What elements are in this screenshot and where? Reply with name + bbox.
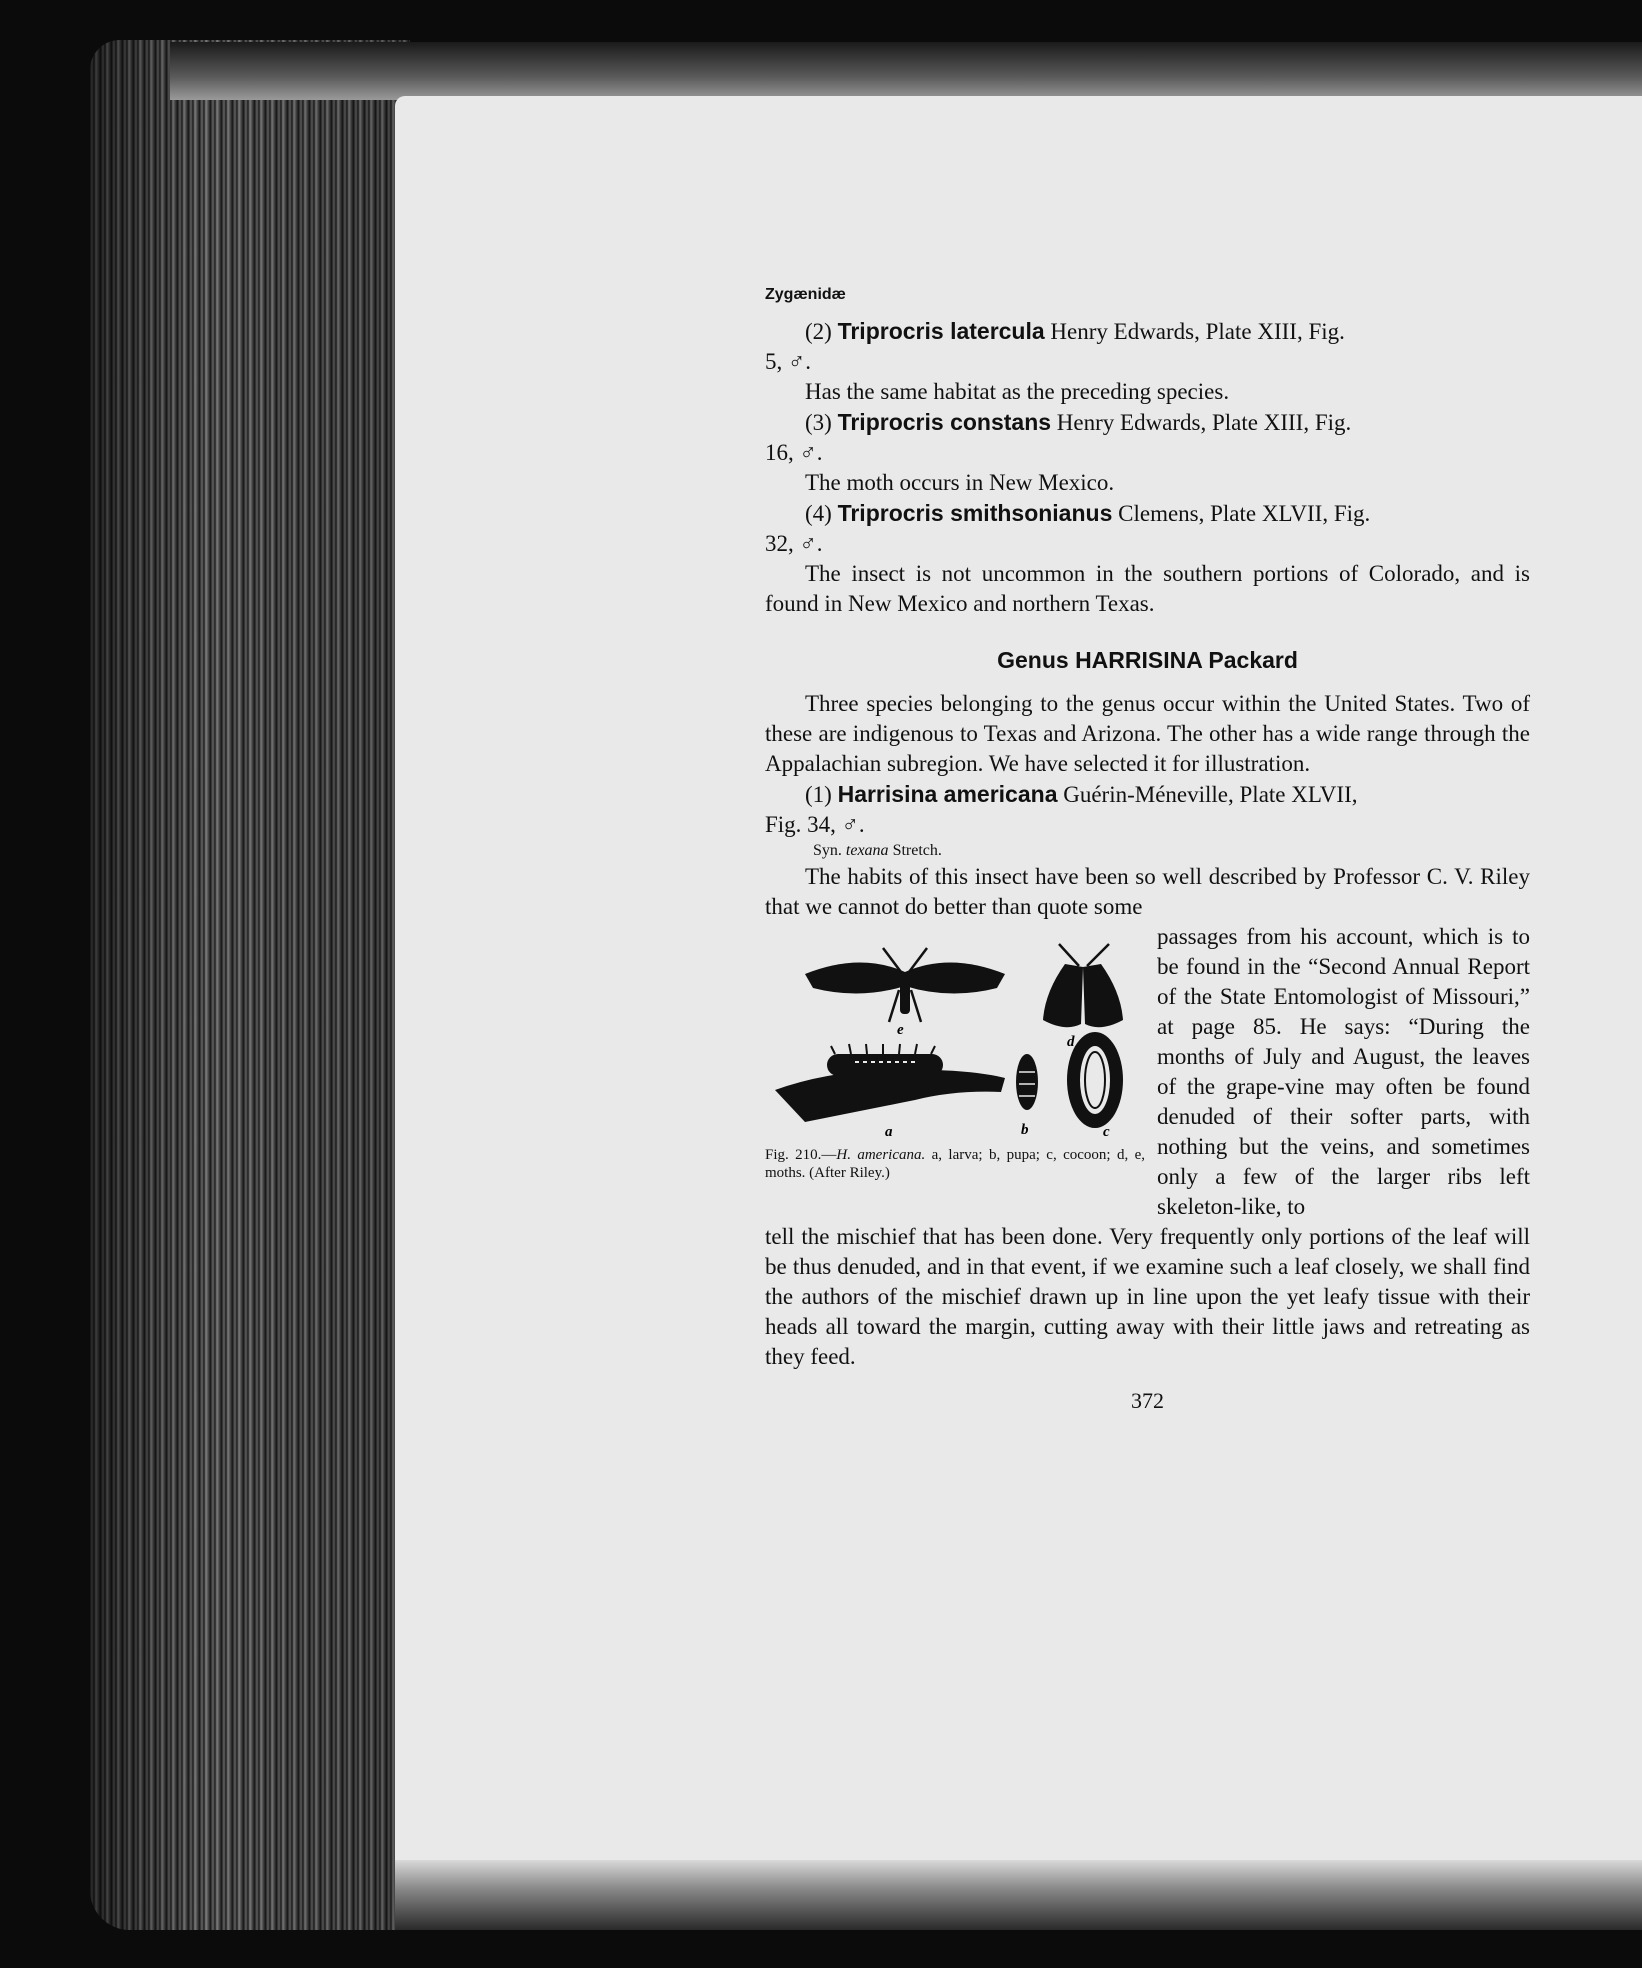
quote-continuation: tell the mischief that has been done. Very frequently only portions of the leaf will be thus denuded, and in that event, if we examine such a leaf closely, we shall find the authors of the mischief drawn up in line upon the yet leafy tissue with their heads all toward the margin, cutting away with their little jaws and retreating as they feed.: [765, 1224, 1530, 1369]
entry-fig: 32, ♂.: [765, 531, 823, 556]
species-name: Triprocris latercula: [837, 318, 1045, 344]
entry-fig: Fig. 34, ♂.: [765, 812, 865, 837]
wrapped-quote-text: passages from his account, which is to be found in the “Second Annual Report of the State Entomologist of Missouri,” at page 85. He says: “During the months of July and August, the leaves of the grape-vine may often be found denuded of their softer parts, with nothing but the veins, and sometimes only a few of the larger ribs left skeleton-like, to: [1157, 924, 1530, 1219]
page-number: 372: [1131, 1388, 1164, 1413]
synonym-name: texana: [845, 842, 889, 859]
entry-number: (2): [805, 319, 832, 344]
entry-number: (4): [805, 501, 832, 526]
label-d: d: [1067, 1034, 1075, 1050]
entry-fig: 5, ♂.: [765, 349, 811, 374]
larva-on-leaf-icon: [775, 1044, 1005, 1122]
entry-number: (1): [805, 782, 832, 807]
species-name: Harrisina americana: [837, 781, 1058, 807]
entry-citation: Guérin-Méneville, Plate XLVII,: [1057, 782, 1358, 807]
synonym-line: [813, 840, 1530, 862]
entry-fig: 16, ♂.: [765, 440, 823, 465]
genus-heading: [765, 645, 1530, 675]
entry-americana: [765, 779, 1530, 810]
figure-caption: [765, 1146, 1145, 1182]
genus-author: Packard: [1208, 647, 1298, 673]
pupa-icon: [1016, 1054, 1038, 1110]
page-text-block: [765, 280, 1530, 1416]
label-a: a: [885, 1124, 893, 1140]
entry-citation: Henry Edwards, Plate XIII, Fig.: [1051, 410, 1352, 435]
label-b: b: [1021, 1122, 1029, 1138]
entry-latercula: [765, 316, 1530, 347]
entry-citation: Clemens, Plate XLVII, Fig.: [1112, 501, 1371, 526]
genus-name: HARRISINA: [1075, 647, 1202, 673]
figure-210: [765, 922, 1145, 1222]
caption-prefix: Fig. 210.—: [765, 1147, 837, 1163]
entry-smithsonianus: [765, 498, 1530, 529]
label-e: e: [897, 1022, 904, 1038]
book-bottom-edge: [395, 1860, 1642, 1930]
moth-d-icon: [1043, 944, 1123, 1027]
synonym-prefix: Syn.: [813, 842, 842, 859]
book-edge-shadow: [90, 40, 410, 1930]
caption-species: H. americana.: [836, 1147, 926, 1163]
species-name: Triprocris constans: [837, 409, 1052, 435]
genus-word: Genus: [997, 647, 1069, 673]
label-c: c: [1103, 1124, 1110, 1140]
book-top-edge: [170, 42, 1642, 100]
figure-illustration: [765, 922, 1145, 1142]
figure-row: [765, 922, 1530, 1222]
cocoon-icon: [1067, 1032, 1123, 1128]
running-head: Zygænidæ: [765, 286, 846, 303]
caption-rest: a, larva; b, pupa; c, cocoon; d, e, moths. (After Riley.): [765, 1147, 1145, 1181]
entry-constans: [765, 407, 1530, 438]
synonym-author: Stretch.: [892, 842, 942, 859]
moth-e-icon: [805, 948, 1005, 1022]
entry-description: The moth occurs in New Mexico.: [805, 470, 1115, 495]
habits-intro: The habits of this insect have been so well described by Professor C. V. Riley that we cannot do better than quote some: [765, 864, 1530, 919]
genus-intro: Three species belonging to the genus occur within the United States. Two of these are indigenous to Texas and Arizona. The other has a wide range through the Appalachian subregion. We have selected it for illustration.: [765, 691, 1530, 776]
entry-citation: Henry Edwards, Plate XIII, Fig.: [1044, 319, 1345, 344]
species-name: Triprocris smithsonianus: [837, 500, 1113, 526]
entry-description: Has the same habitat as the preceding species.: [805, 379, 1230, 404]
entry-description: The insect is not uncommon in the southern portions of Colorado, and is found in New Mexico and northern Texas.: [765, 561, 1530, 616]
entry-number: (3): [805, 410, 832, 435]
